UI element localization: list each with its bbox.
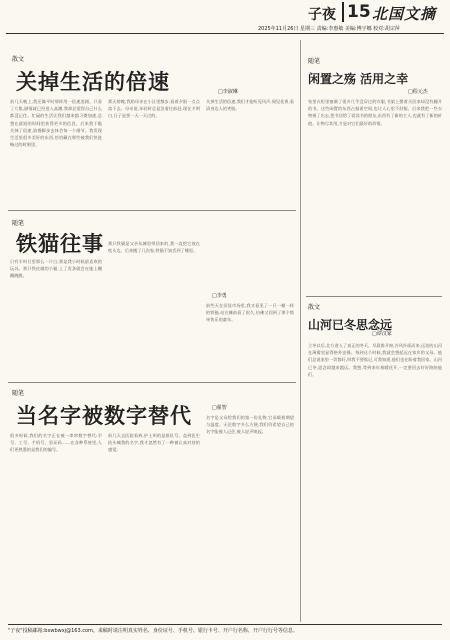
article-body: 关掉生活的倍速,我们才能听见风声,闻见花香,看清身边人的笑脸。 <box>206 99 294 112</box>
article-divider <box>8 210 296 211</box>
article-body: 前几天去医院看病,护士叫的是排队号。直到医生抬头喊我的名字,我才忽然有了一种被认真对待的感觉。 <box>108 433 200 453</box>
article-tag: 散文 <box>308 304 321 311</box>
article-divider <box>8 382 296 383</box>
page-number: 15 <box>342 2 371 22</box>
article-author: □谭汉家 <box>372 331 392 337</box>
article-body: 前些天在旧货市场里,我又看见了一只一模一样的铁猫,站在摊前看了很久,仿佛又回到了那个简单快乐的童年。 <box>206 303 294 323</box>
article-tag: 随笔 <box>12 390 25 397</box>
article-divider <box>306 296 442 297</box>
article-body: 立冬以后,北方进入了真正的冬天。早晨推开窗,冷风扑面而来,远处的山河在薄雾里显得格外安静。每到这个时候,我就会想起远在家乡的父母。他们总说家里一切都好,叫我不要惦记,可我知道,他们也在盼着我回家。山河已冬,思念却越来越远。我想,等到来年春暖花开,一定要回去好好陪陪他们。 <box>308 343 442 377</box>
masthead-rule <box>6 33 444 34</box>
masthead <box>0 0 450 44</box>
article-body: 那只铁猫是父亲从城里带回来的,我一直把它放在枕头边。后来搬了几次家,铁猫不知丢到了哪里。 <box>108 241 200 254</box>
article-title: 铁猫往事 <box>16 232 104 256</box>
footer-note: "子夜"投稿邮箱:bxwbwxj@163.com。来稿时请注明真实姓名、身份证号、手机号、银行卡号、开户行名称、开户行行号等信息。 <box>8 624 442 638</box>
section-name: 子夜 <box>308 7 336 23</box>
article-title: 山河已冬思念远 <box>308 318 393 332</box>
article-author: □李勇 <box>212 293 227 299</box>
article-title: 关掉生活的倍速 <box>16 70 170 94</box>
article-tag: 散文 <box>12 56 25 63</box>
date-line: 2025年11月26日 星期三 责编:李惠敏 美编:傅宇娜 校对:胡宗萍 <box>258 26 400 32</box>
article-author: □李淑琳 <box>218 89 238 95</box>
paper-logo: 北国文摘 <box>372 5 437 23</box>
article-title: 当名字被数字替代 <box>16 404 192 428</box>
article-body: 只有半时日里那么一片白,那是我小时候最喜欢的玩具。那只铁皮做的小猫,上了发条就会在地上蹦蹦跳跳。 <box>10 259 102 279</box>
article-body: 很多时候,我们的名字正在被一串串数字替代:学号、工号、手机号、验证码……在各种系统里,人们更熟悉的是我们的编号。 <box>10 433 102 453</box>
article-body: 家里衣柜里塞满了很多几乎没穿过的衣服,书架上摆着买回来却没有翻开的书。这些闲置的东西占据着空间,也让人心里不舒服。后来我把一些衣物捐了出去,把书送给了爱读书的朋友,东西有了新的主人,也就有了新的价值。让物尽其用,才是对它们最好的珍惜。 <box>308 99 442 126</box>
article-tag: 随笔 <box>12 220 25 227</box>
article-body: 名字是父母给我们的第一份礼物,它承载着期望与温度。无论数字多么方便,我们仍希望自己的名字能被人记住,被人轻声唤起。 <box>206 415 294 435</box>
article-author: □程元杰 <box>408 89 428 95</box>
column-divider <box>300 40 301 622</box>
article-body: 那天傍晚,我陪母亲在小区里散步,看着夕阳一点点落下去。母亲说,年轻时总是急着往前赶,现在才明白,日子是要一天一天过的。 <box>108 99 200 119</box>
article-body: 前几天晚上,我还像平时那样用一倍速追剧。只看了几集,剧情就已经进入高潮,我却总觉得自己什么都没记住。忙碌的生活让我们越来越习惯加速,总想在最短的时间里获得更多的信息。后来我干脆关掉了倍速,放慢脚步去体会每一个细节。我发现生活里很多美好的东西,恰恰藏在那些被我们快进略过的时刻里。 <box>10 99 102 148</box>
article-author: □翟智 <box>212 405 227 411</box>
article-title: 闲置之殇 活用之幸 <box>308 72 409 86</box>
article-tag: 随笔 <box>308 58 321 65</box>
